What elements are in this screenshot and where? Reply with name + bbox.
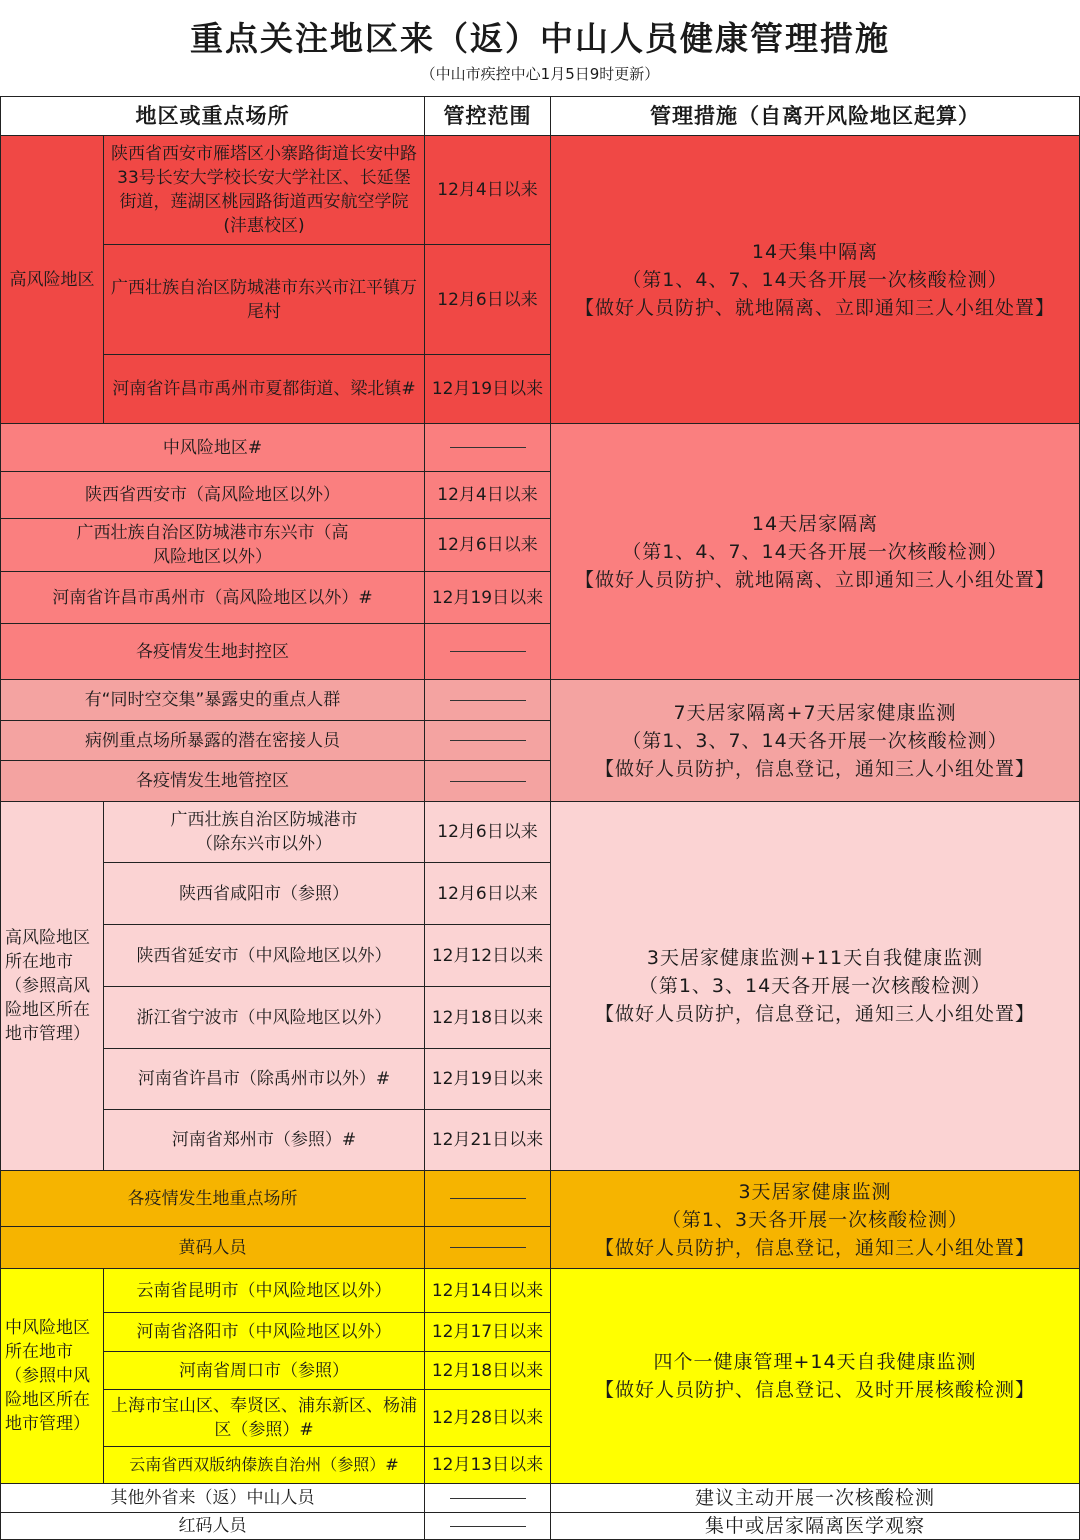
scope-cell: 12月18日以来 [424,1351,551,1390]
header-measure: 管理措施（自离开风险地区起算） [550,96,1080,136]
region-cell: 中风险地区# [0,423,425,472]
region-cell: 陕西省西安市（高风险地区以外） [0,471,425,519]
region-cell: 红码人员 [0,1512,425,1540]
scope-cell: 12月6日以来 [424,862,551,925]
scope-cell [424,720,551,761]
measure-line: 【做好人员防护、信息登记、及时开展核酸检测】 [594,1379,1035,1401]
scope-cell: 12月12日以来 [424,924,551,987]
region-cell: 病例重点场所暴露的潜在密接人员 [0,720,425,761]
region-cell: 河南省周口市（参照） [103,1351,425,1390]
scope-cell [424,1226,551,1269]
measure-line: 3天居家健康监测 [738,1180,892,1203]
scope-cell [424,623,551,680]
region-cell: 各疫情发生地封控区 [0,623,425,680]
measure-line: 3天居家健康监测+11天自我健康监测 [646,947,984,969]
scope-cell [424,423,551,472]
scope-cell [424,1512,551,1540]
scope-cell [424,1483,551,1513]
scope-cell: 12月6日以来 [424,244,551,355]
measure-line: （第1、3、14天各开展一次核酸检测） [638,975,992,997]
header-scope: 管控范围 [424,96,551,136]
measure-line: 【做好人员防护、就地隔离、立即通知三人小组处置】 [574,296,1055,319]
scope-cell: 12月21日以来 [424,1109,551,1171]
scope-cell [424,760,551,802]
region-cell: 陕西省西安市雁塔区小寨路街道长安中路33号长安大学校长安大学社区、长延堡街道，莲湖区桃园路街道西安航空学院(沣惠校区) [103,135,425,245]
measure-cell-contacts [550,679,1080,802]
region-cell: 陕西省延安市（中风险地区以外） [103,924,425,987]
measure-line: 14天居家隔离 [751,512,879,535]
region-cell: 云南省西双版纳傣族自治州（参照）# [103,1446,425,1484]
dash-mark [450,700,526,701]
measure-line: （第1、4、7、14天各开展一次核酸检测） [622,268,1008,291]
region-cell: 浙江省宁波市（中风险地区以外） [103,986,425,1049]
measure-line: 【做好人员防护，信息登记，通知三人小组处置】 [594,1003,1035,1025]
scope-cell: 12月14日以来 [424,1268,551,1313]
header-region: 地区或重点场所 [0,96,425,136]
dash-mark [450,447,526,448]
region-cell: 上海市宝山区、奉贤区、浦东新区、杨浦区（参照）# [103,1389,425,1447]
measure-cell-red-code: 集中或居家隔离医学观察 [550,1512,1080,1540]
measure-line: 【做好人员防护，信息登记，通知三人小组处置】 [594,757,1035,780]
scope-cell [424,1170,551,1227]
region-cell: 陕西省咸阳市（参照） [103,862,425,925]
scope-cell: 12月4日以来 [424,471,551,519]
measure-line: （第1、4、7、14天各开展一次核酸检测） [622,540,1008,563]
scope-cell: 12月6日以来 [424,801,551,863]
scope-cell: 12月6日以来 [424,518,551,572]
measure-cell-home-isolation [550,423,1080,680]
region-cell: 河南省郑州市（参照）# [103,1109,425,1171]
group-label-high-risk-city: 高风险地区所在地市（参照高风险地区所在地市管理） [0,801,104,1171]
page-subtitle: （中山市疾控中心1月5日9时更新） [420,65,660,83]
scope-cell: 12月4日以来 [424,135,551,245]
dash-mark [450,651,526,652]
region-cell: 河南省许昌市禹州市（高风险地区以外）# [0,571,425,624]
region-cell: 各疫情发生地重点场所 [0,1170,425,1227]
measure-cell-high-risk-city [550,801,1080,1171]
region-cell: 广西壮族自治区防城港市东兴市（高风险地区以外） [0,518,425,572]
region-cell: 有“同时空交集”暴露史的重点人群 [0,679,425,721]
scope-cell: 12月19日以来 [424,1048,551,1110]
dash-mark [450,1498,526,1499]
group-label-medium-risk-city: 中风险地区所在地市（参照中风险地区所在地市管理） [0,1268,104,1484]
region-cell: 河南省许昌市禹州市夏都街道、梁北镇# [103,354,425,424]
region-cell: 其他外省来（返）中山人员 [0,1483,425,1513]
region-cell: 河南省许昌市（除禹州市以外）# [103,1048,425,1110]
measure-line: 7天居家隔离+7天居家健康监测 [673,701,957,724]
region-cell: 河南省洛阳市（中风险地区以外） [103,1312,425,1352]
measure-line: （第1、3、7、14天各开展一次核酸检测） [622,729,1008,752]
region-cell: 广西壮族自治区防城港市东兴市江平镇万尾村 [103,244,425,355]
dash-mark [450,740,526,741]
scope-cell [424,679,551,721]
scope-cell: 12月13日以来 [424,1446,551,1484]
dash-mark [450,1526,526,1527]
measure-line: 四个一健康管理+14天自我健康监测 [653,1351,977,1373]
measure-cell-high-risk [550,135,1080,424]
dash-mark [450,1247,526,1248]
measure-line: 14天集中隔离 [751,240,879,263]
measure-cell-other-provinces: 建议主动开展一次核酸检测 [550,1483,1080,1513]
region-cell: 云南省昆明市（中风险地区以外） [103,1268,425,1313]
scope-cell: 12月28日以来 [424,1389,551,1447]
region-cell: 广西壮族自治区防城港市（除东兴市以外） [103,801,425,863]
measure-line: 【做好人员防护，信息登记，通知三人小组处置】 [594,1236,1035,1259]
measure-cell-key-places [550,1170,1080,1269]
region-cell: 黄码人员 [0,1226,425,1269]
page-title: 重点关注地区来（返）中山人员健康管理措施 [190,19,890,58]
measure-line: 【做好人员防护、就地隔离、立即通知三人小组处置】 [574,568,1055,591]
group-label-high-risk: 高风险地区 [0,135,104,424]
dash-mark [450,781,526,782]
dash-mark [450,1198,526,1199]
scope-cell: 12月18日以来 [424,986,551,1049]
scope-cell: 12月19日以来 [424,354,551,424]
measure-line: （第1、3天各开展一次核酸检测） [661,1208,969,1231]
region-cell: 各疫情发生地管控区 [0,760,425,802]
scope-cell: 12月17日以来 [424,1312,551,1352]
scope-cell: 12月19日以来 [424,571,551,624]
measure-cell-medium-risk-city [550,1268,1080,1484]
